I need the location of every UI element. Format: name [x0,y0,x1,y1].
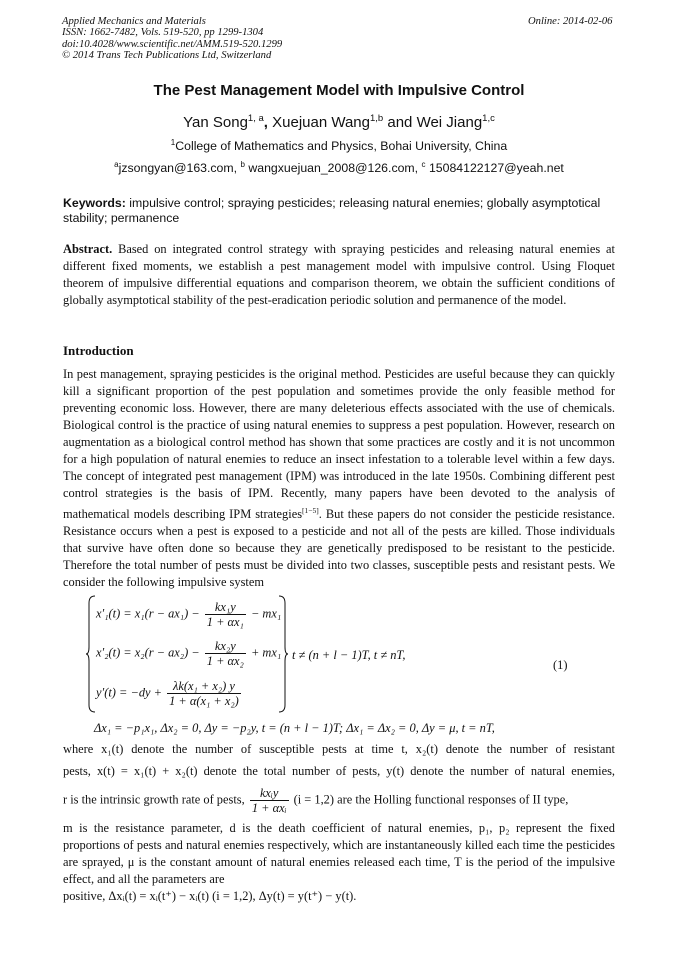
doi: doi:10.4028/www.scientific.net/AMM.519-520.1299 [62,38,283,50]
eq-fraction [205,600,246,629]
eq-term: − mx₁ [250,606,282,621]
equation-impulse-line: Δx₁ = −p₁x₁, Δx₂ = 0, Δy = −p₂y, t = (n + l − 1)T; Δx₁ = Δx₂ = 0, Δy = μ, t = nT, [94,721,495,735]
online-date: Online: 2014-02-06 [528,16,613,27]
author-name: Xuejuan Wang [272,114,370,131]
eq-numerator: kx₂y [205,639,246,654]
equation-number: (1) [553,658,568,672]
eq-term: y′(t) = −dy + [96,685,162,700]
author-name: Yan Song [183,114,248,131]
body-line: pests, x(t) = x₁(t) + x₂(t) denote the total number of pests, y(t) denote the number of natural enemies, [63,764,615,778]
email-sup: b [240,160,245,169]
journal-header [62,16,282,62]
keywords-label: Keywords: [63,196,126,210]
affiliation [0,138,678,153]
email-sup: c [421,160,426,169]
author-affil-sup: 1,b [369,113,384,124]
body-text: r is the intrinsic growth rate of pests, [63,792,245,807]
body-line: where x₁(t) denote the number of susceptible pests at time t, x₂(t) denote the number of resistant [63,742,615,756]
equation-system-1 [88,593,588,743]
equation-line-2 [96,639,281,668]
email-link[interactable]: wangxuejuan_2008@126.com, [248,161,419,175]
abstract-label: Abstract. [63,242,113,256]
introduction-paragraph [63,366,615,591]
eq-term: x′₂(t) = x₂(r − ax₂) − [96,645,200,660]
email-link[interactable]: jzsongyan@163.com, [118,161,238,175]
abstract-text: Based on integrated control strategy with spraying pesticides and releasing natural enemies at different fixed moments, we establish a pest management model with impulsive control. Using Floquet theorem of impulsive differential equations and comparison theorem, we obtain the sufficient conditions of globally asymptotical stability of the pest-eradication periodic solution and permanence of the model. [63,242,615,307]
citation-ref[interactable]: [1−5] [302,506,319,515]
email-link[interactable]: 15084122127@yeah.net [428,161,564,175]
equation-line-1 [96,600,281,629]
author-list: Yan Song$^{1, a}$, Xuejuan Wang$^{1,b}$ and Wei Jiang$^{1,c}$ [183,113,495,131]
author-affil-sup: 1,c [482,113,495,124]
affil-sup: 1 [170,138,176,147]
eq-denominator: 1 + αx₂ [206,654,244,668]
eq-term: + mx₁ [250,645,282,660]
eq-denominator: 1 + α(x₁ + x₂) [169,694,239,708]
email-sup: a [114,160,119,169]
body-line-with-fraction [63,786,615,815]
abstract [63,241,615,309]
affil-text: College of Mathematics and Physics, Bohai University, China [175,139,508,153]
author-affil-sup: 1, a [247,113,264,124]
author-name: Wei Jiang [416,114,483,131]
body-paragraph: m is the resistance parameter, d is the death coefficient of natural enemies, p₁, p₂ represent the fixed proportions of pests and natural enemies respectively, which are instantaneously killed each time the pesticides are sprayed, μ is the constant amount of natural enemies released each time, T is the period of the impulsive effect, and all the parameters are [63,821,615,886]
frac-numerator: kxᵢy [250,786,289,801]
author-emails [0,160,678,175]
author-and: and [387,114,413,131]
intro-text: . But these papers do not consider the pesticide resistance. Resistance occurs when a pest is exposed to a pesticide and not all of the pests are killed. Those individuals that survive have often done so because they are genetically predisposed to be resistant to the pesticide. Therefore the total number of pests must be divided into two classes, susceptible pests and resistant pests. We consider the following impulsive system [63,507,615,589]
section-heading-introduction: Introduction [63,343,134,358]
left-brace [86,595,96,713]
issn: ISSN: 1662-7482, Vols. 519-520, pp 1299-1304 [62,27,264,39]
intro-text: In pest management, spraying pesticides is the original method. Pesticides are useful because they can quickly kill a significant proportion of the pest population and sometimes provide the only feasible method for preventing economic loss. However, there are many deleterious effects associated with the use of chemicals. Biological control is the practice of using natural enemies to suppress a pest population. However, research on augmentation as a biological control method has shown that some practices are costly and it is not uncommon for a high population of natural enemies to reduce an insect infestation to a tolerable level within a few days. The concept of integrated pest management (IPM) was introduced in the late 1950s. Combining different pest control strategies is the basis of IPM. Recently, many papers have been devoted to the analysis of mathematical models describing IPM strategies [63,367,615,521]
eq-fraction [205,639,246,668]
eq-fraction [167,679,241,708]
copyright: © 2014 Trans Tech Publications Ltd, Switzerland [62,50,272,62]
body-text: (i = 1,2) are the Holling functional responses of II type, [293,792,569,807]
eq-numerator: λk(x₁ + x₂) y [167,679,241,694]
keywords [63,196,615,226]
holling-fraction [250,786,289,815]
journal-name: Applied Mechanics and Materials [62,16,206,27]
equation-line-3 [96,679,243,708]
eq-denominator: 1 + αx₁ [206,615,244,629]
equation-condition: t ≠ (n + l − 1)T, t ≠ nT, [292,648,406,662]
eq-numerator: kx₁y [205,600,246,615]
keywords-text: impulsive control; spraying pesticides; releasing natural enemies; globally asymptotical stability; permanence [63,196,601,225]
body-line: positive, Δxᵢ(t) = xᵢ(t⁺) − xᵢ(t) (i = 1,2), Δy(t) = y(t⁺) − y(t). [63,889,357,903]
eq-term: x′₁(t) = x₁(r − ax₁) − [96,606,200,621]
paper-title: The Pest Management Model with Impulsive Control [153,82,525,99]
frac-denominator: 1 + αxᵢ [251,801,287,815]
